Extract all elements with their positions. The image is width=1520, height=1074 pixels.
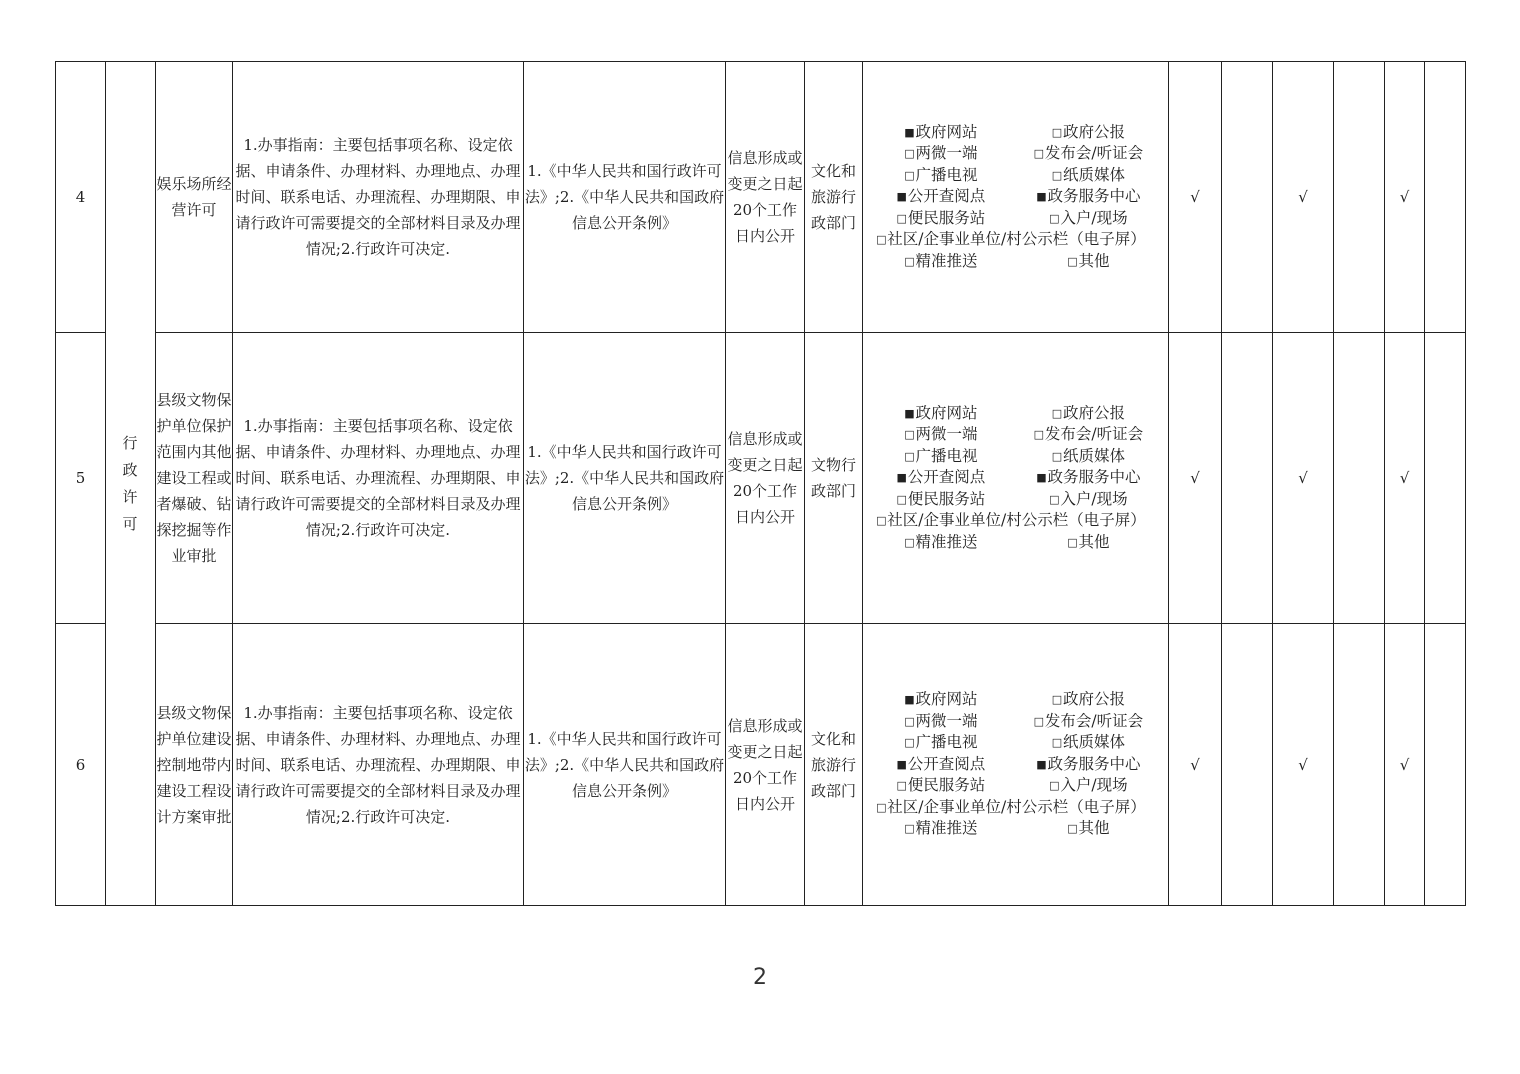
channel-label: 两微一端 bbox=[915, 711, 978, 730]
channel-option bbox=[1018, 711, 1158, 733]
table-row bbox=[56, 624, 1466, 906]
channel-option bbox=[1018, 446, 1158, 468]
disclosure-channels bbox=[863, 333, 1169, 624]
channel-option bbox=[863, 403, 1018, 425]
channel-label: 政府公报 bbox=[1062, 690, 1125, 709]
channel-label: 两微一端 bbox=[915, 425, 978, 444]
check-mark-cell bbox=[1425, 333, 1466, 624]
category-char: 可 bbox=[122, 514, 139, 533]
row-number: 6 bbox=[56, 624, 106, 906]
channel-label: 政府公报 bbox=[1062, 122, 1125, 141]
channel-option bbox=[863, 532, 1018, 554]
unchecked-box-icon: □ bbox=[1051, 406, 1063, 420]
channel-option bbox=[863, 122, 1018, 144]
channel-label: 精准推送 bbox=[915, 251, 978, 270]
check-mark-cell: √ bbox=[1169, 62, 1222, 333]
unchecked-box-icon: □ bbox=[1051, 449, 1063, 463]
check-mark-cell bbox=[1222, 333, 1273, 624]
channel-label: 政务服务中心 bbox=[1047, 468, 1141, 487]
channel-label: 政府公报 bbox=[1062, 403, 1125, 422]
channel-option bbox=[1018, 754, 1158, 776]
channel-label: 其他 bbox=[1078, 532, 1110, 551]
unchecked-box-icon: □ bbox=[896, 779, 907, 793]
channel-option bbox=[1018, 732, 1158, 754]
channel-option bbox=[863, 165, 1018, 187]
channel-label: 政务服务中心 bbox=[1047, 187, 1141, 206]
channel-label: 精准推送 bbox=[915, 819, 978, 838]
disclosure-time: 信息形成或变更之日起20个工作日内公开 bbox=[726, 62, 805, 333]
channel-label: 社区/企事业单位/村公示栏（电子屏） bbox=[887, 511, 1146, 530]
channel-label: 社区/企事业单位/村公示栏（电子屏） bbox=[887, 230, 1146, 249]
channel-label: 公开查阅点 bbox=[907, 468, 986, 487]
channel-label: 社区/企事业单位/村公示栏（电子屏） bbox=[887, 797, 1146, 816]
unchecked-box-icon: □ bbox=[1049, 779, 1060, 793]
channel-label: 广播电视 bbox=[915, 446, 978, 465]
channel-option bbox=[863, 732, 1018, 754]
channel-option bbox=[1018, 424, 1158, 446]
channel-option bbox=[863, 775, 1018, 797]
disclosure-channels bbox=[863, 624, 1169, 906]
channel-option bbox=[1018, 122, 1158, 144]
category-cell bbox=[106, 62, 156, 906]
disclosure-table bbox=[55, 61, 1466, 906]
unchecked-box-icon: □ bbox=[904, 822, 915, 836]
channel-label: 发布会/听证会 bbox=[1044, 425, 1144, 444]
channel-option bbox=[863, 711, 1018, 733]
page-number: 2 bbox=[753, 965, 767, 990]
channel-option bbox=[1018, 143, 1158, 165]
checked-box-icon: ■ bbox=[904, 125, 915, 139]
checked-box-icon: ■ bbox=[1036, 471, 1047, 485]
channel-option bbox=[863, 489, 1018, 511]
checked-box-icon: ■ bbox=[904, 693, 915, 707]
channel-label: 两微一端 bbox=[915, 144, 978, 163]
disclosure-basis: 1.《中华人民共和国行政许可法》;2.《中华人民共和国政府信息公开条例》 bbox=[524, 624, 726, 906]
unchecked-box-icon: □ bbox=[1049, 492, 1060, 506]
disclosure-content: 1.办事指南：主要包括事项名称、设定依据、申请条件、办理材料、办理地点、办理时间、联系电话、办理流程、办理期限、申请行政许可需要提交的全部材料目录及办理情况;2.行政许可决定. bbox=[233, 62, 524, 333]
channel-option bbox=[863, 229, 1158, 251]
checked-box-icon: ■ bbox=[1036, 757, 1047, 771]
unchecked-box-icon: □ bbox=[904, 736, 915, 750]
item-name: 县级文物保护单位保护范围内其他建设工程或者爆破、钻探挖掘等作业审批 bbox=[156, 333, 233, 624]
item-name: 娱乐场所经营许可 bbox=[156, 62, 233, 333]
channel-option bbox=[1018, 251, 1158, 273]
unchecked-box-icon: □ bbox=[904, 714, 915, 728]
channel-option bbox=[1018, 489, 1158, 511]
unchecked-box-icon: □ bbox=[904, 254, 915, 268]
channel-option bbox=[1018, 165, 1158, 187]
unchecked-box-icon: □ bbox=[876, 514, 887, 528]
channel-option bbox=[863, 424, 1018, 446]
channel-label: 精准推送 bbox=[915, 532, 978, 551]
channel-option bbox=[1018, 775, 1158, 797]
check-mark-cell bbox=[1425, 62, 1466, 333]
unchecked-box-icon: □ bbox=[876, 233, 887, 247]
unchecked-box-icon: □ bbox=[1051, 693, 1063, 707]
check-mark-cell bbox=[1425, 624, 1466, 906]
check-mark-cell: √ bbox=[1169, 624, 1222, 906]
unchecked-box-icon: □ bbox=[1051, 736, 1063, 750]
check-mark-cell: √ bbox=[1169, 333, 1222, 624]
channel-option bbox=[1018, 689, 1158, 711]
channel-option bbox=[1018, 532, 1158, 554]
disclosure-content: 1.办事指南：主要包括事项名称、设定依据、申请条件、办理材料、办理地点、办理时间、联系电话、办理流程、办理期限、申请行政许可需要提交的全部材料目录及办理情况;2.行政许可决定. bbox=[233, 333, 524, 624]
unchecked-box-icon: □ bbox=[904, 449, 915, 463]
channel-option bbox=[1018, 818, 1158, 840]
disclosure-content: 1.办事指南：主要包括事项名称、设定依据、申请条件、办理材料、办理地点、办理时间、联系电话、办理流程、办理期限、申请行政许可需要提交的全部材料目录及办理情况;2.行政许可决定. bbox=[233, 624, 524, 906]
unchecked-box-icon: □ bbox=[1067, 254, 1078, 268]
check-mark-cell bbox=[1334, 624, 1385, 906]
category-char: 政 bbox=[122, 460, 139, 479]
channel-label: 广播电视 bbox=[915, 165, 978, 184]
channel-label: 纸质媒体 bbox=[1062, 165, 1125, 184]
channel-option bbox=[863, 510, 1158, 532]
check-mark-cell: √ bbox=[1273, 624, 1334, 906]
unchecked-box-icon: □ bbox=[904, 168, 915, 182]
check-mark-cell: √ bbox=[1385, 62, 1425, 333]
unchecked-box-icon: □ bbox=[1033, 714, 1045, 728]
unchecked-box-icon: □ bbox=[1033, 428, 1045, 442]
channel-list bbox=[863, 689, 1168, 840]
checked-box-icon: ■ bbox=[896, 471, 907, 485]
channel-option bbox=[1018, 467, 1158, 489]
channel-label: 发布会/听证会 bbox=[1044, 144, 1144, 163]
channel-label: 纸质媒体 bbox=[1062, 733, 1125, 752]
channel-option bbox=[863, 251, 1018, 273]
checked-box-icon: ■ bbox=[904, 406, 915, 420]
check-mark-cell bbox=[1334, 62, 1385, 333]
checked-box-icon: ■ bbox=[1036, 190, 1047, 204]
channel-label: 纸质媒体 bbox=[1062, 446, 1125, 465]
disclosure-time: 信息形成或变更之日起20个工作日内公开 bbox=[726, 333, 805, 624]
disclosure-time: 信息形成或变更之日起20个工作日内公开 bbox=[726, 624, 805, 906]
disclosure-channels bbox=[863, 62, 1169, 333]
check-mark-cell bbox=[1222, 62, 1273, 333]
channel-list bbox=[863, 403, 1168, 554]
channel-label: 其他 bbox=[1078, 251, 1110, 270]
checked-box-icon: ■ bbox=[896, 757, 907, 771]
row-number: 4 bbox=[56, 62, 106, 333]
check-mark-cell: √ bbox=[1273, 333, 1334, 624]
unchecked-box-icon: □ bbox=[896, 492, 907, 506]
channel-label: 政务服务中心 bbox=[1047, 754, 1141, 773]
unchecked-box-icon: □ bbox=[904, 535, 915, 549]
unchecked-box-icon: □ bbox=[876, 800, 887, 814]
item-name: 县级文物保护单位建设控制地带内建设工程设计方案审批 bbox=[156, 624, 233, 906]
channel-label: 政府网站 bbox=[915, 122, 978, 141]
row-number: 5 bbox=[56, 333, 106, 624]
responsible-department: 文物行政部门 bbox=[805, 333, 863, 624]
channel-option bbox=[863, 143, 1018, 165]
channel-option bbox=[863, 689, 1018, 711]
category-char: 行 bbox=[122, 433, 139, 452]
channel-label: 公开查阅点 bbox=[907, 754, 986, 773]
channel-option bbox=[863, 186, 1018, 208]
channel-label: 政府网站 bbox=[915, 403, 978, 422]
channel-option bbox=[863, 797, 1158, 819]
unchecked-box-icon: □ bbox=[904, 147, 915, 161]
unchecked-box-icon: □ bbox=[904, 428, 915, 442]
channel-option bbox=[1018, 403, 1158, 425]
responsible-department: 文化和旅游行政部门 bbox=[805, 62, 863, 333]
channel-label: 入户/现场 bbox=[1060, 776, 1128, 795]
unchecked-box-icon: □ bbox=[1067, 535, 1078, 549]
disclosure-basis: 1.《中华人民共和国行政许可法》;2.《中华人民共和国政府信息公开条例》 bbox=[524, 62, 726, 333]
channel-label: 政府网站 bbox=[915, 690, 978, 709]
check-mark-cell bbox=[1222, 624, 1273, 906]
unchecked-box-icon: □ bbox=[896, 211, 907, 225]
channel-list bbox=[863, 122, 1168, 273]
channel-option bbox=[863, 446, 1018, 468]
unchecked-box-icon: □ bbox=[1051, 168, 1063, 182]
check-mark-cell: √ bbox=[1273, 62, 1334, 333]
channel-label: 发布会/听证会 bbox=[1044, 711, 1144, 730]
channel-option bbox=[1018, 208, 1158, 230]
checked-box-icon: ■ bbox=[896, 190, 907, 204]
unchecked-box-icon: □ bbox=[1033, 147, 1045, 161]
table-row bbox=[56, 333, 1466, 624]
channel-option bbox=[863, 467, 1018, 489]
channel-label: 其他 bbox=[1078, 819, 1110, 838]
channel-option bbox=[863, 818, 1018, 840]
channel-option bbox=[863, 754, 1018, 776]
channel-label: 便民服务站 bbox=[907, 208, 986, 227]
check-mark-cell: √ bbox=[1385, 624, 1425, 906]
channel-option bbox=[863, 208, 1018, 230]
category-char: 许 bbox=[122, 487, 139, 506]
unchecked-box-icon: □ bbox=[1067, 822, 1078, 836]
channel-label: 便民服务站 bbox=[907, 489, 986, 508]
channel-label: 便民服务站 bbox=[907, 776, 986, 795]
disclosure-basis: 1.《中华人民共和国行政许可法》;2.《中华人民共和国政府信息公开条例》 bbox=[524, 333, 726, 624]
channel-label: 入户/现场 bbox=[1060, 208, 1128, 227]
channel-label: 公开查阅点 bbox=[907, 187, 986, 206]
channel-option bbox=[1018, 186, 1158, 208]
responsible-department: 文化和旅游行政部门 bbox=[805, 624, 863, 906]
unchecked-box-icon: □ bbox=[1051, 125, 1063, 139]
channel-label: 广播电视 bbox=[915, 733, 978, 752]
unchecked-box-icon: □ bbox=[1049, 211, 1060, 225]
table-row bbox=[56, 62, 1466, 333]
check-mark-cell: √ bbox=[1385, 333, 1425, 624]
channel-label: 入户/现场 bbox=[1060, 489, 1128, 508]
check-mark-cell bbox=[1334, 333, 1385, 624]
